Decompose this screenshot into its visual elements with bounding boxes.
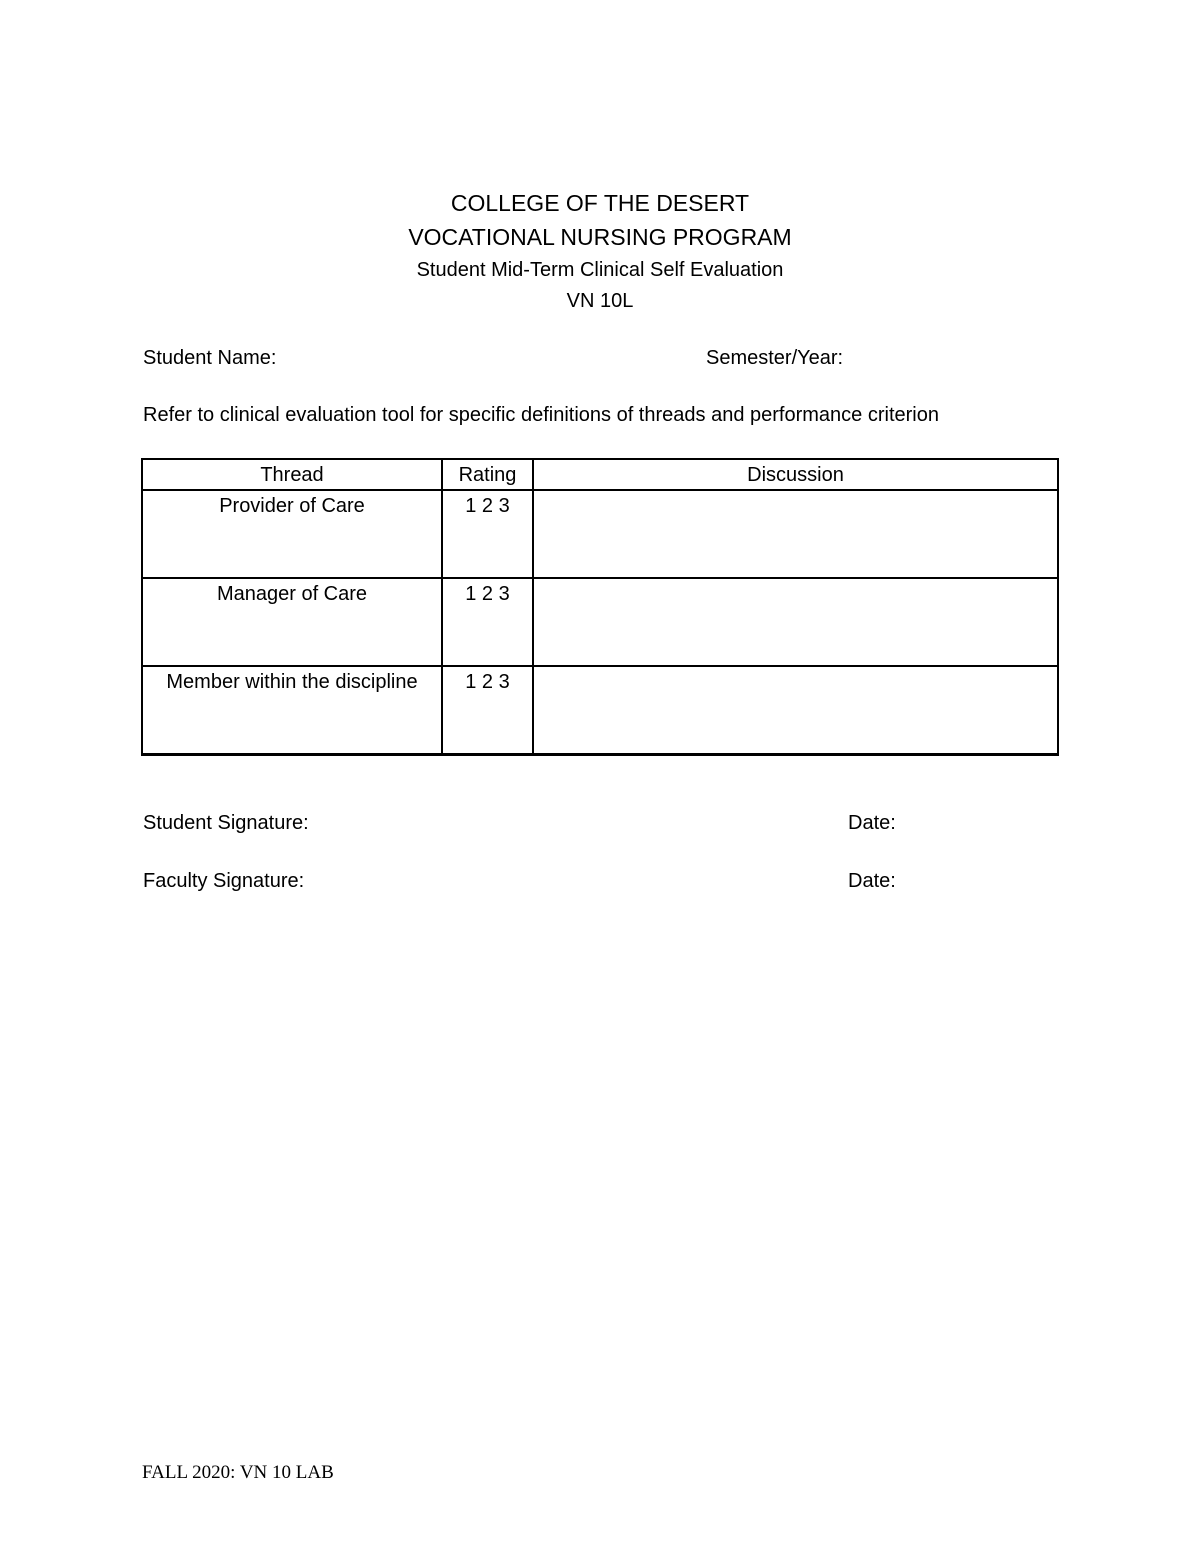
student-date-label: Date:	[848, 812, 896, 834]
thread-cell: Provider of Care	[142, 490, 442, 578]
thread-column-header: Thread	[142, 459, 442, 490]
rating-cell[interactable]: 1 2 3	[442, 666, 533, 755]
table-header-row	[142, 459, 1058, 490]
student-name-label: Student Name:	[143, 347, 277, 369]
college-name: COLLEGE OF THE DESERT	[450, 190, 750, 216]
course-code: VN 10L	[566, 290, 634, 312]
table-row	[142, 490, 1058, 578]
footer-note: FALL 2020: VN 10 LAB	[142, 1462, 334, 1483]
discussion-cell[interactable]	[533, 666, 1058, 755]
document-header	[0, 192, 1200, 311]
program-name: VOCATIONAL NURSING PROGRAM	[408, 224, 792, 250]
instructions-text: Refer to clinical evaluation tool for specific definitions of threads and performance criterion	[143, 404, 939, 426]
evaluation-title: Student Mid-Term Clinical Self Evaluation	[416, 259, 784, 281]
table-row	[142, 666, 1058, 755]
thread-cell: Member within the discipline	[142, 666, 442, 755]
discussion-column-header: Discussion	[533, 459, 1058, 490]
rating-cell[interactable]: 1 2 3	[442, 578, 533, 666]
semester-year-label: Semester/Year:	[706, 347, 844, 369]
rating-column-header: Rating	[442, 459, 533, 490]
rating-cell[interactable]: 1 2 3	[442, 490, 533, 578]
thread-rating-table	[141, 458, 1059, 756]
discussion-cell[interactable]	[533, 578, 1058, 666]
discussion-cell[interactable]	[533, 490, 1058, 578]
thread-cell: Manager of Care	[142, 578, 442, 666]
table-row	[142, 578, 1058, 666]
faculty-date-label: Date:	[848, 870, 896, 892]
faculty-signature-label: Faculty Signature:	[143, 870, 305, 892]
student-signature-label: Student Signature:	[143, 812, 309, 834]
